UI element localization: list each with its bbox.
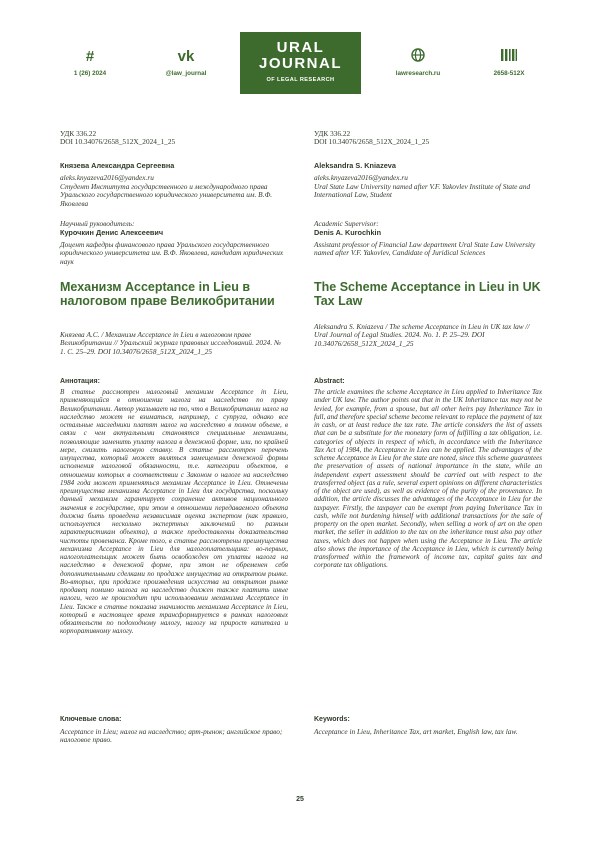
ru-author-name: Князева Александра Сергеевна bbox=[60, 161, 175, 170]
ru-keywords: Acceptance in Lieu; налог на наследство; арт-рынок; английское право; налоговое право. bbox=[60, 727, 283, 745]
journal-logo bbox=[240, 32, 361, 94]
en-supervisor-affiliation: Assistant professor of Financial Law department Ural State Law University named after V.F. Yakovlev, Candidate of Juridical Sciences bbox=[314, 239, 536, 258]
vk-block[interactable] bbox=[148, 48, 224, 77]
vk-handle[interactable]: @law_journal bbox=[165, 70, 207, 77]
en-author-name: Aleksandra S. Kniazeva bbox=[314, 161, 396, 170]
ru-keywords-label: Ключевые слова: bbox=[60, 716, 122, 723]
en-keywords-block bbox=[314, 716, 542, 736]
page-number: 25 bbox=[296, 796, 304, 803]
globe-icon bbox=[378, 48, 458, 66]
ru-abstract-text: В статье рассмотрен налоговый механизм Acceptance in Lieu, применяющийся в отношении налога на наследство по праву Великобритании. Автор указывает на то, что в Великобритании налог на наследство может не взиматься, например, с супруга, однако все остальные наследники платят налог на наследство в полном объеме, в связи с чем актуальными становятся специальные механизмы, позволяющие заменить уплату налога в денежной форме, или, по крайней мере, снизить налоговую ставку. В статье рассмотрен перечень имущества, который может являться замещением денежной формы исполнения налоговой обязанности, т.е. категории объектов, в отношении которых в соответствии с Законом о налоге на наследство 1984 года может применяться механизм Acceptance in Lieu. Отмечены преимущества механизма Acceptance in Lieu для государства, поскольку данный механизм гарантирует сохранение активов национального значения в государстве, при этом в отношении передаваемого объекта должна быть проведена независимая оценка экспертом (как правило, используется несколько экспертных заключений по разным характеристикам объекта), а также предоставлены доказательства чистоты провенанса. Кроме того, в статье рассмотрены преимущества механизма Acceptance in Lieu для налогоплательщика: во-первых, налогоплательщик может быть освобожден от уплаты налога на наследство в денежной форме, при этом не обременен себя дополнительными сделками по продаже имущества на открытом рынке. Во-вторых, при продаже произведения искусства на открытом рынке продавец помимо налога на наследство должен также платить иные налоги, чего не происходит при использовании механизма Acceptance in Lieu. Также в статье показана значимость механизма Acceptance in Lieu, который в настоящее время трансформируется в рамках налоговых обязательств по подоходному налогу, налогу на прирост капитала и корпоративному налогу. bbox=[60, 388, 288, 636]
website-link[interactable]: lawresearch.ru bbox=[395, 70, 441, 77]
ru-abstract-label: Аннотация: bbox=[60, 378, 100, 385]
issue-block bbox=[60, 48, 120, 77]
issn-number: 2658-512X bbox=[493, 70, 525, 77]
logo-line-1: URAL bbox=[276, 39, 325, 56]
en-meta bbox=[314, 130, 542, 147]
ru-author-block bbox=[60, 162, 288, 208]
en-author-block bbox=[314, 162, 542, 200]
en-doi: DOI 10.34076/2658_512X_2024_1_25 bbox=[314, 137, 430, 147]
en-citation: Aleksandra S. Kniazeva / The scheme Acceptance in Lieu in UK tax law // Ural Journal of Legal Studies. 2024. No. 1. P. 25–29. DOI 10.34076/2658_512X_2024_1_25 bbox=[314, 322, 530, 348]
ru-doi: DOI 10.34076/2658_512X_2024_1_25 bbox=[60, 137, 176, 147]
en-abstract-label: Abstract: bbox=[314, 378, 345, 385]
en-udk: УДК 336.22 bbox=[314, 129, 351, 138]
en-abstract-block bbox=[314, 378, 542, 570]
ru-supervisor-affiliation: Доцент кафедры финансового права Уральского государственного юридического университета им. В.Ф. Яковлева, кандидат юридических наук bbox=[60, 239, 284, 266]
ru-abstract-block bbox=[60, 378, 288, 636]
en-keywords: Acceptance in Lieu, Inheritance Tax, art market, English law, tax law. bbox=[314, 727, 518, 736]
ru-author-email[interactable]: aleks.knyazeva2016@yandex.ru bbox=[60, 173, 154, 183]
ru-keywords-block bbox=[60, 716, 288, 745]
en-supervisor-block bbox=[314, 220, 542, 258]
ru-author-affiliation: Студент Института государственного и международного права Уральского государственного юридического университета им. В.Ф. Яковлева bbox=[60, 181, 273, 208]
en-abstract-text: The article examines the scheme Acceptance in Lieu applied to Inheritance Tax under UK law. The author points out that in the UK Inheritance tax may not be levied, for example, from a spouse, but all other heirs pay Inheritance Tax in full, and therefore special scheme become relevant to replace the payment of tax in cash, or at least reduce the tax rate. The article considers the list of assets that can be a substitute for the monetary form of fulfilling a tax obligation, i.e. categories of objects in respect of which, in accordance with the Inheritance Tax Act of 1984, the Acceptance in Lieu can be applied. The advantages of the scheme Acceptance in Lieu for the state are noted, since this scheme guarantees the preservation of assets of national importance in the state, while an independent expert assessment should be carried out with respect to the transferred object (as a rule, several expert opinions on different characteristics of the object are used), as well as evidence of the purity of the provenance. In addition, the article discusses the advantages of the Acceptance in Lieu for the taxpayer. Firstly, the taxpayer can be exempt from paying Inheritance Tax in cash, while not burdening himself with additional transactions for the sale of property on the open market. Secondly, when selling a work of art on the open market, the seller in addition to the tax on the inheritance must also pay other taxes, which does not happen when using the Acceptance in Lieu. The article also shows the importance of the Acceptance in Lieu, which is currently being transformed within the framework of income tax, capital gains tax and corporate tax obligations. bbox=[314, 388, 542, 570]
en-supervisor-name: Denis A. Kurochkin bbox=[314, 228, 382, 238]
ru-article-title: Механизм Acceptance in Lieu в налоговом праве Великобритании bbox=[60, 280, 275, 308]
en-keywords-label: Keywords: bbox=[314, 716, 350, 723]
ru-meta bbox=[60, 130, 288, 147]
ru-udk: УДК 336.22 bbox=[60, 129, 97, 138]
issue-number: 1 (26) 2024 bbox=[73, 70, 107, 77]
en-author-affiliation: Ural State Law University named after V.F. Yakovlev Institute of State and International Law, Student bbox=[314, 181, 531, 200]
ru-supervisor-block bbox=[60, 220, 288, 266]
vk-icon: vk bbox=[177, 48, 195, 65]
en-article-title: The Scheme Acceptance in Lieu in UK Tax Law bbox=[314, 280, 541, 308]
logo-line-3: OF LEGAL RESEARCH bbox=[266, 77, 335, 83]
ru-supervisor-label: Научный руководитель: bbox=[60, 219, 135, 228]
ru-supervisor-name: Курочкин Денис Алексеевич bbox=[60, 228, 164, 238]
en-author-email[interactable]: aleks.knyazeva2016@yandex.ru bbox=[314, 173, 408, 183]
ru-citation: Князева А.С. / Механизм Acceptance in Lieu в налоговом праве Великобритании // Уральский журнал правовых исследований. 2024. № 1. С. 25–29. DOI 10.34076/2658_512X_2024_1_25 bbox=[60, 330, 281, 356]
en-supervisor-label: Academic Supervisor: bbox=[314, 219, 379, 228]
logo-line-2: JOURNAL bbox=[258, 55, 342, 72]
hash-icon: # bbox=[85, 48, 95, 65]
issn-block bbox=[478, 48, 540, 77]
issn-icon bbox=[478, 48, 540, 66]
website-block[interactable] bbox=[378, 48, 458, 77]
